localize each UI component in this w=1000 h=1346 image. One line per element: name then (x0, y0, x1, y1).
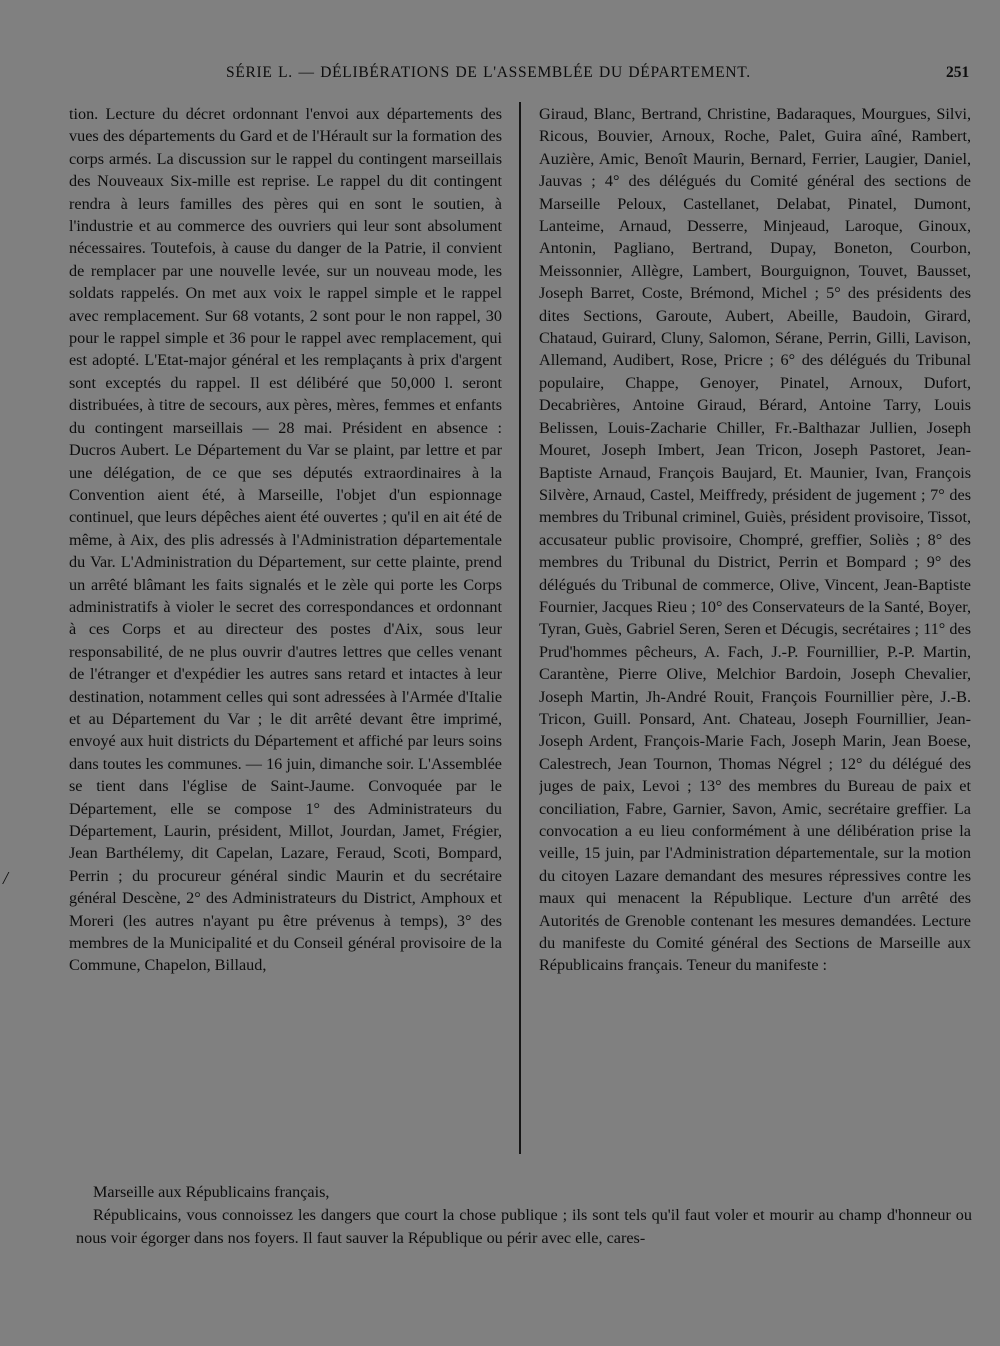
manifesto-title: Marseille aux Républicains français, (93, 1183, 330, 1201)
page-number: 251 (946, 64, 970, 81)
running-head: SÉRIE L. — DÉLIBÉRATIONS DE L'ASSEMBLÉE DU DÉPARTEMENT. (226, 64, 751, 81)
column-divider (519, 102, 521, 1154)
manifesto-body: Républicains, vous connoissez les dangers que court la chose publique ; ils sont tels qu'il faut voler et mourir au champ d'honneur ou nous voir égorger dans nos foyers. Il faut sauver la République ou périr avec elle, cares- (76, 1205, 972, 1247)
manifesto-excerpt (76, 1181, 972, 1249)
margin-mark: / (3, 868, 9, 888)
page-header (0, 64, 1000, 88)
right-column-text: Giraud, Blanc, Bertrand, Christine, Badaraques, Mourgues, Silvi, Ricous, Bouvier, Arnoux, Roche, Palet, Guira aîné, Rambert, Auzière, Amic, Benoît Maurin, Bernard, Ferrier, Laugier, Daniel, Jauvas ; 4° des délégués du Comité général des sections de Marseille Peloux, Castellanet, Delabat, Pinatel, Dumont, Lanteime, Arnaud, Desserre, Minjeaud, Laroque, Ginoux, Antonin, Pagliano, Bertrand, Dupay, Boneton, Courbon, Meissonnier, Allègre, Lambert, Bourguignon, Touvet, Bausset, Joseph Barret, Coste, Brémond, Michel ; 5° des présidents des dites Sections, Garoute, Aubert, Abeille, Baudoin, Girard, Chataud, Guirard, Cluny, Salomon, Sérane, Perrin, Gilli, Lavison, Allemand, Audibert, Rose, Pricre ; 6° des délégués du Tribunal populaire, Chappe, Genoyer, Pinatel, Arnoux, Dufort, Decabrières, Antoine Giraud, Bérard, Antoine Tarry, Louis Belissen, Louis-Zacharie Chiller, Fr.-Balthazar Jullien, Joseph Mouret, Joseph Imbert, Jean Tricon, Joseph Pastoret, Jean-Baptiste Arnaud, François Baujard, Et. Maunier, Ivan, François Silvère, Arnaud, Castel, Meiffredy, président de jugement ; 7° des membres du Tribunal criminel, Guiès, président provisoire, Tissot, accusateur public provisoire, Chompré, greffier, Soliès ; 8° des membres du Tribunal du District, Perrin et Bompard ; 9° des délégués du Tribunal de commerce, Olive, Vincent, Jean-Baptiste Fournier, Jacques Rieu ; 10° des Conservateurs de la Santé, Boyer, Tyran, Guès, Gabriel Seren, Seren et Décugis, secrétaires ; 11° des Prud'hommes pêcheurs, A. Fach, J.-P. Fournillier, P.-P. Martin, Carantène, Pierre Olive, Melchior Bardoin, Joseph Chevalier, Joseph Martin, Jh-André Rouit, François Fournillier père, J.-B. Tricon, Guill. Ponsard, Ant. Chateau, Joseph Fournillier, Jean-Joseph Ardent, François-Marie Fach, Joseph Marin, Jean Boese, Calestrech, Jean Tournon, Thomas Négrel ; 12° du délégué des juges de paix, Levoi ; 13° des membres du Bureau de paix et conciliation, Fabre, Garnier, Savon, Amic, secrétaire greffier. La convocation a eu lieu conformément à une délibération prise la veille, 15 juin, par l'Administration départementale, sur la motion du citoyen Lazare demandant des mesures répressives contre les maux qui menacent la République. Lecture d'un arrêté des Autorités de Grenoble contenant les mesures demandées. Lecture du manifeste du Comité général des Sections de Marseille aux Républicains français. Teneur du manifeste : (539, 105, 971, 975)
left-column-text: tion. Lecture du décret ordonnant l'envoi aux départements des vues des départements du Gard et de l'Hérault sur la formation des corps armés. La discussion sur le rappel du contingent marseillais des Nouveaux Six-mille est reprise. Le rappel du dit contingent rendra à leurs familles des pères qui en sont le soutien, à l'industrie et au commerce des ouvriers qui leur sont absolument nécessaires. Toutefois, à cause du danger de la Patrie, il convient de remplacer par une nouvelle levée, sur un nouveau mode, les soldats rappelés. On met aux voix le rappel simple et le rappel avec remplacement. Sur 68 votants, 2 sont pour le non rappel, 30 pour le rappel simple et 36 pour le rappel avec remplacement, qui est adopté. L'Etat-major général et les remplaçants à prix d'argent sont exceptés du rappel. Il est délibéré que 50,000 l. seront distribuées, à titre de secours, aux pères, mères, femmes et enfants du contingent marseillais — 28 mai. Président en absence : Ducros Aubert. Le Département du Var se plaint, par lettre et par une délégation, de ce que ses députés extraordinaires à la Convention aient été, à Marseille, l'objet d'un espionnage continuel, que leurs dépêches aient été ouvertes ; qu'il en ait été de même, à Aix, des plis adressés à l'Administration départementale du Var. L'Administration du Département, sur cette plainte, prend un arrêté blâmant les faits signalés et le zèle qui porte les Corps administratifs à violer le secret des correspondances et ordonnant à ces Corps et au directeur des postes d'Aix, sous leur responsabilité, de ne plus ouvrir d'autres lettres que celles venant de l'étranger et d'expédier les autres sans retard et intactes à leur destination, notamment celles qui sont adressées à l'Armée d'Italie et au Département du Var ; le dit arrêté devant être imprimé, envoyé aux huit districts du Département et affiché par leurs soins dans toutes les communes. — 16 juin, dimanche soir. L'Assemblée se tient dans l'église de Saint-Jaume. Convoquée par le Département, elle se compose 1° des Administrateurs du Département, Laurin, président, Millot, Jourdan, Jamet, Frégier, Jean Barthélemy, dit Capelan, Lazare, Feraud, Scoti, Bompard, Perrin ; du procureur général sindic Maurin et du secrétaire général Descène, 2° des Administrateurs du District, Amphoux et Moreri (les autres n'ayant pu être prévenus à temps), 3° des membres de la Municipalité et du Conseil général provisoire de la Commune, Chapelon, Billaud, (69, 105, 502, 975)
